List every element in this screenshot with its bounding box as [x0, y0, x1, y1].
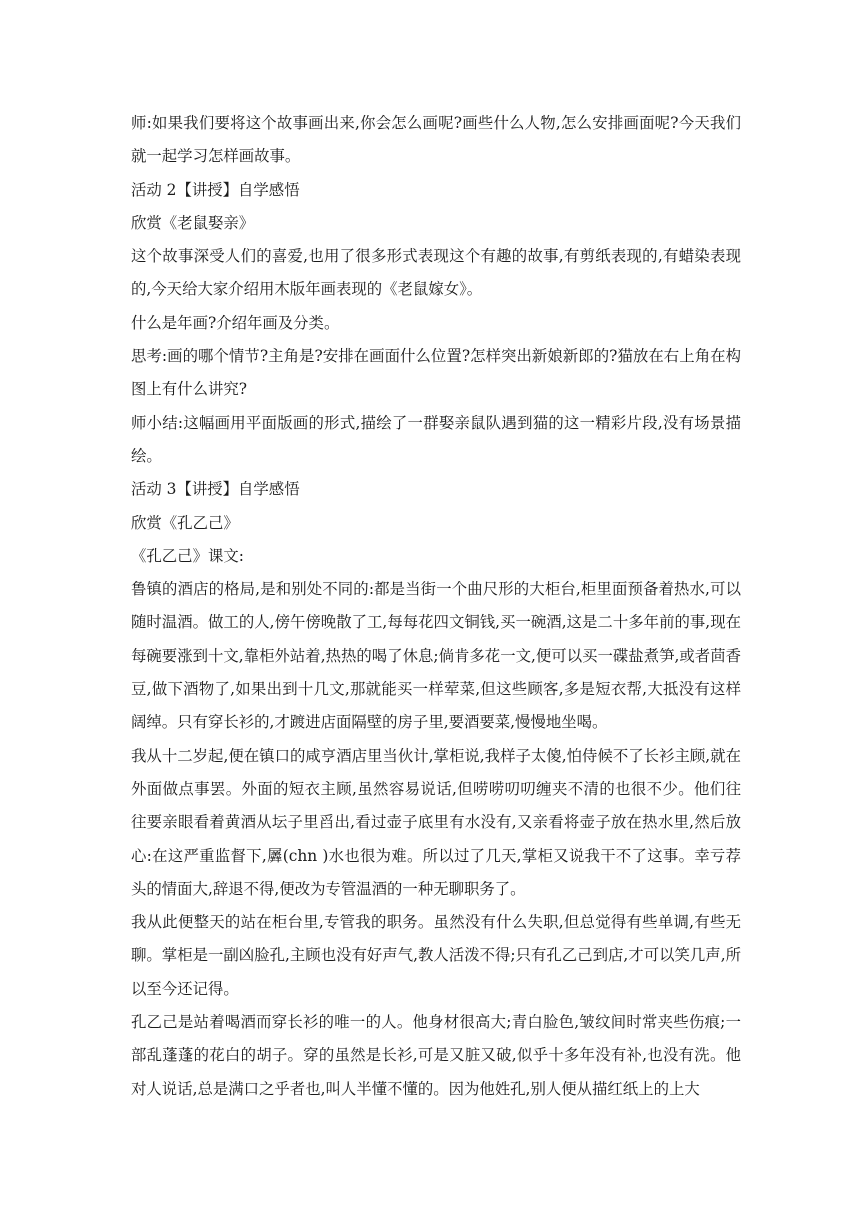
paragraph-luzhen-tavern: 鲁镇的酒店的格局,是和别处不同的:都是当街一个曲尺形的大柜台,柜里面预备着热水,可以随时温酒。做工的人,傍午傍晚散了工,每每花四文铜钱,买一碗酒,这是二十多年前的事,现在每碗要涨到十文,靠柜外站着,热热的喝了休息;倘肯多花一文,便可以买一碟盐煮笋,或者茴香豆,做下酒物了,如果出到十几文,那就能买一样荤菜,但这些顾客,多是短衣帮,大抵没有这样阔绰。只有穿长衫的,才踱进店面隔壁的房子里,要酒要菜,慢慢地坐喝。 [131, 580, 741, 732]
paragraph-story-forms: 这个故事深受人们的喜爱,也用了很多形式表现这个有趣的故事,有剪纸表现的,有蜡染表现的,今天给大家介绍用木版年画表现的《老鼠嫁女》。 [131, 247, 741, 299]
paragraph-questions: 思考:画的哪个情节?主角是?安排在画面什么位置?怎样突出新娘新郎的?猫放在右上角在构图上有什么讲究? [131, 347, 741, 399]
paragraph-waiter: 我从十二岁起,便在镇口的咸亨酒店里当伙计,掌柜说,我样子太傻,怕侍候不了长衫主顾,就在外面做点事罢。外面的短衣主顾,虽然容易说话,但唠唠叨叨缠夹不清的也很不少。他们往往要亲眼看着黄酒从坛子里舀出,看过壶子底里有水没有,又亲看将壶子放在热水里,然后放心:在这严重监督下,羼(chn )水也很为难。所以过了几天,掌柜又说我干不了这事。幸亏荐头的情面大,辞退不得,便改为专管温酒的一种无聊职务了。 [131, 746, 741, 898]
heading-appreciate-mouse-wedding: 欣赏《老鼠娶亲》 [131, 213, 255, 232]
heading-activity-3: 活动 3【讲授】自学感悟 [131, 480, 300, 499]
paragraph-what-is-nianhua: 什么是年画?介绍年画及分类。 [131, 313, 340, 332]
paragraph-kong-yiji-description: 孔乙己是站着喝酒而穿长衫的唯一的人。他身材很高大;青白脸色,皱纹间时常夹些伤痕;一部乱蓬蓬的花白的胡子。穿的虽然是长衫,可是又脏又破,似乎十多年没有补,也没有洗。他对人说话,总是满口之乎者也,叫人半懂不懂的。因为他姓孔,别人便从描红纸上的上大 [131, 1013, 741, 1098]
document-body [131, 107, 741, 1106]
heading-activity-2: 活动 2【讲授】自学感悟 [131, 180, 300, 199]
paragraph-teacher-intro: 师:如果我们要将这个故事画出来,你会怎么画呢?画些什么人物,怎么安排画面呢?今天我们就一起学习怎样画故事。 [131, 114, 741, 166]
paragraph-counter-duty: 我从此便整天的站在柜台里,专管我的职务。虽然没有什么失职,但总觉得有些单调,有些无聊。掌柜是一副凶脸孔,主顾也没有好声气,教人活泼不得;只有孔乙己到店,才可以笑几声,所以至今还记得。 [131, 913, 741, 998]
paragraph-teacher-summary: 师小结:这幅画用平面版画的形式,描绘了一群娶亲鼠队遇到猫的这一精彩片段,没有场景描绘。 [131, 413, 741, 465]
heading-kong-yiji-text: 《孔乙己》课文: [131, 546, 244, 565]
heading-appreciate-kong-yiji: 欣赏《孔乙己》 [131, 513, 239, 532]
